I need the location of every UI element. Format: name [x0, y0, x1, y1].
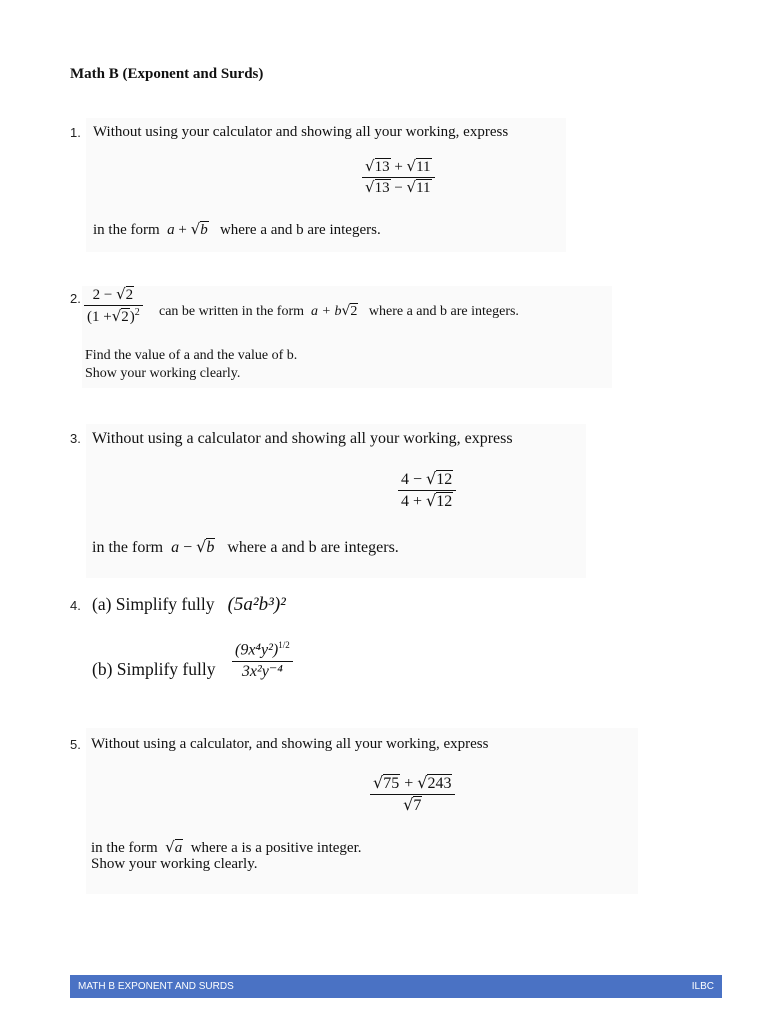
question-3-intro: Without using a calculator and showing all your working, express: [92, 430, 513, 447]
question-5-line-2: Show your working clearly.: [91, 856, 258, 872]
question-5-form: in the form √a where a is a positive integer.: [91, 838, 362, 856]
question-2-number: 2.: [70, 291, 81, 306]
footer-left-text: MATH B EXPONENT AND SURDS: [78, 981, 234, 992]
footer-right-text: ILBC: [691, 981, 714, 992]
question-2-fraction: $\frac{2 - √2}{(1 +√2)^2}$: [84, 286, 143, 327]
question-2-statement: can be written in the form a + b√2 where a and b are integers.: [159, 303, 519, 319]
question-5-number: 5.: [70, 737, 81, 752]
question-5-intro: Without using a calculator, and showing all your working, express: [91, 736, 489, 752]
question-2-line-1: Find the value of a and the value of b.: [85, 348, 298, 363]
question-1-form: in the form a + √b where a and b are integers.: [93, 220, 381, 238]
page-footer: [70, 975, 722, 998]
question-1-fraction: $\frac{√13 + √11}{√13 - √11}$: [362, 158, 435, 198]
question-2-line-2: Show your working clearly.: [85, 366, 241, 381]
question-1-number: 1.: [70, 125, 81, 140]
question-4-part-b-label: (b) Simplify fully: [92, 659, 216, 679]
page-title: Math B (Exponent and Surds): [70, 66, 264, 82]
question-3-number: 3.: [70, 431, 81, 446]
question-4-number: 4.: [70, 598, 81, 613]
question-1-intro: Without using your calculator and showing all your working, express: [93, 124, 509, 140]
question-4-part-a: (a) Simplify fully (5a²b³)²: [92, 594, 286, 615]
question-3-form: in the form a − √b where a and b are integers.: [92, 537, 399, 556]
question-3-fraction: $\frac{4 - √12}{4 + √12}$: [398, 470, 456, 512]
question-4-part-b-fraction: $\frac{(9x^4y^2)^{1/2}}{\text{3x²y⁻⁴}}$: [232, 640, 293, 681]
question-5-fraction: $\frac{√75 + √243}{√7}$: [370, 774, 455, 816]
